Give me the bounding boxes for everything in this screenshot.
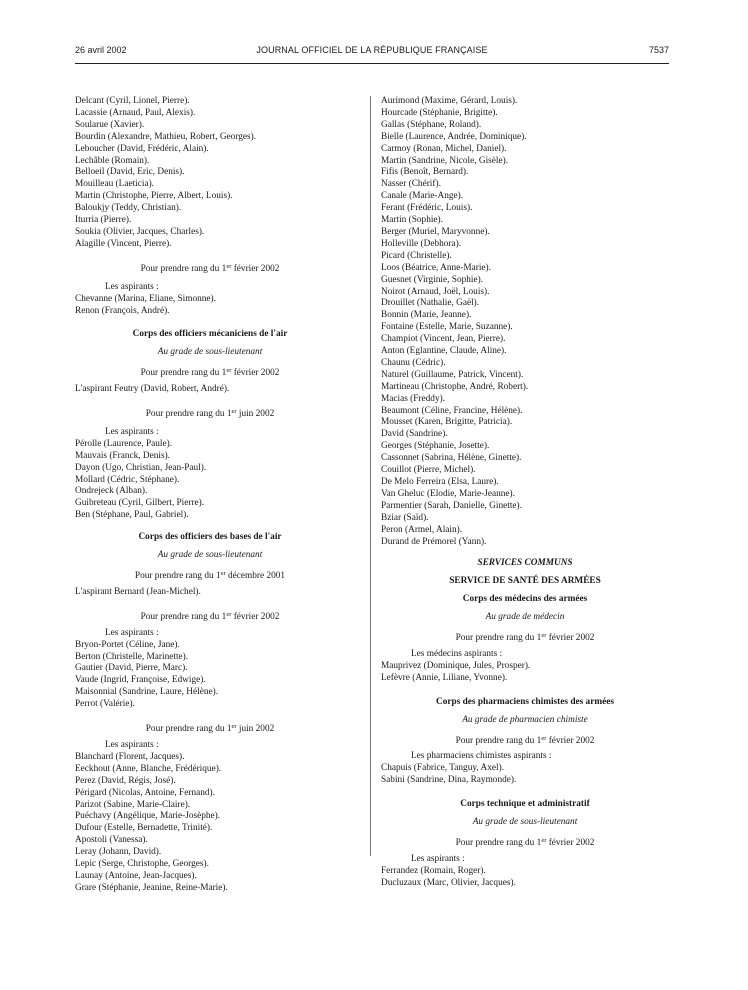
name-entry: L'aspirant Feutry (David, Robert, André). <box>75 384 230 395</box>
name-entry: Guibreteau (Cyril, Gilbert, Pierre). <box>75 498 205 509</box>
list-intro: Les aspirants : <box>411 853 465 864</box>
rank-date: juin 2002 <box>236 724 275 735</box>
name-entry: Parmentier (Sarah, Danielle, Ginette). <box>381 500 522 511</box>
list-intro: Les aspirants : <box>105 627 159 638</box>
name-entry: Launay (Antoine, Jean-Jacques). <box>75 870 197 881</box>
name-entry: Martin (Christophe, Pierre, Albert, Louis). <box>75 191 233 202</box>
name-entry: Lefèvre (Annie, Liliane, Yvonne). <box>381 672 508 683</box>
name-entry: Bziar (Saïd). <box>381 512 429 523</box>
name-entry: Gallas (Stéphane, Roland). <box>381 119 482 130</box>
ordinal-superscript: er <box>220 570 226 577</box>
name-entry: Dufour (Estelle, Bernadette, Trinité). <box>75 823 213 834</box>
name-entry: Ferrandez (Romain, Roger). <box>381 865 486 876</box>
name-entry: David (Sandrine). <box>381 429 448 440</box>
ordinal-superscript: er <box>231 723 237 731</box>
name-entry: Nasser (Chérif). <box>381 179 441 190</box>
journal-title: JOURNAL OFFICIEL DE LA RÉPUBLIQUE FRANÇAISE <box>256 45 488 55</box>
column-divider <box>370 96 371 856</box>
name-entry: Périgard (Nicolas, Antoine, Fernand). <box>75 787 215 798</box>
name-entry: Mollard (Cédric, Stéphane). <box>75 474 180 485</box>
right-column <box>381 96 669 890</box>
rank-date: février 2002 <box>546 735 595 746</box>
rank-prefix: Pour prendre rang du 1 <box>455 633 542 644</box>
name-entry: Martineau (Christophe, André, Robert). <box>381 381 529 392</box>
name-entry: Mauvais (Franck, Denis). <box>75 450 171 461</box>
name-entry: Gautier (David, Pierre, Marc). <box>75 663 188 674</box>
name-entry: Perez (David, Régis, José). <box>75 775 176 786</box>
left-column <box>75 96 345 895</box>
name-entry: Perrot (Valérie). <box>75 699 135 710</box>
rank-date-line <box>75 721 345 736</box>
rank-date-line <box>75 568 345 583</box>
section-heading: SERVICES COMMUNS <box>477 558 573 569</box>
name-entry: Cassonnet (Sabrina, Hélène, Ginette). <box>381 453 522 464</box>
rank-date: février 2002 <box>546 633 595 644</box>
ordinal-superscript: er <box>231 408 237 416</box>
name-entry: Picard (Christelle). <box>381 250 452 261</box>
name-entry: Mousset (Karen, Brigitte, Patricia). <box>381 417 513 428</box>
ordinal-superscript: er <box>541 734 547 742</box>
name-entry: Chevanne (Marina, Eliane, Simonne). <box>75 293 216 304</box>
rank-date-line <box>75 365 345 380</box>
name-entry: Bonnin (Marie, Jeanne). <box>381 310 472 321</box>
rank-prefix: Pour prendre rang du 1 <box>455 735 542 746</box>
name-entry: Maisonnial (Sandrine, Laure, Hélène). <box>75 687 219 698</box>
rank-prefix: Pour prendre rang du 1 <box>134 571 221 581</box>
name-entry: Renon (François, André). <box>75 305 170 316</box>
rank-date: juin 2002 <box>236 409 275 420</box>
name-entry: Grare (Stéphanie, Jeanine, Reine-Marie). <box>75 882 228 893</box>
name-entry: Martin (Sophie). <box>381 215 443 226</box>
rank-date-line <box>381 733 669 748</box>
rank-prefix: Pour prendre rang du 1 <box>145 724 232 735</box>
name-entry: Durand de Prémorel (Yann). <box>381 536 487 547</box>
name-entry: Ducluzaux (Marc, Olivier, Jacques). <box>381 877 516 888</box>
name-entry: Beaumont (Céline, Francine, Hélène). <box>381 405 523 416</box>
name-entry: Baloukjy (Teddy, Christian). <box>75 203 182 214</box>
name-entry: Fontaine (Estelle, Marie, Suzanne). <box>381 322 513 333</box>
page-header <box>75 45 669 59</box>
name-entry: Bielle (Laurence, Andrée, Dominique). <box>381 131 527 142</box>
rank-date: février 2002 <box>231 368 280 379</box>
name-entry: Bryon-Portet (Céline, Jane). <box>75 639 180 650</box>
name-entry: Soularue (Xavier). <box>75 119 145 130</box>
name-entry: Carmoy (Ronan, Michel, Daniel). <box>381 143 507 154</box>
grade-heading: Au grade de sous-lieutenant <box>157 550 263 561</box>
rank-date: février 2002 <box>546 837 595 848</box>
name-entry: Blanchard (Florent, Jacques). <box>75 751 185 762</box>
grade-heading: Au grade de médecin <box>485 612 565 623</box>
name-entry: Anton (Eglantine, Claude, Aline). <box>381 346 507 357</box>
page-number: 7537 <box>648 45 669 55</box>
name-entry: Aurimond (Maxime, Gérard, Louis). <box>381 96 518 106</box>
list-intro: Les médecins aspirants : <box>411 648 503 659</box>
name-entry: Leboucher (David, Frédéric, Alain). <box>75 143 209 154</box>
rank-date-line <box>75 406 345 421</box>
rank-prefix: Pour prendre rang du 1 <box>455 837 542 848</box>
name-entry: Leray (Johann, David). <box>75 847 162 858</box>
name-entry: L'aspirant Bernard (Jean-Michel). <box>75 586 201 597</box>
rank-date: février 2002 <box>231 611 280 622</box>
rank-date-line <box>75 261 345 276</box>
name-entry: Puéchavy (Angélique, Marie-Josèphe). <box>75 811 221 822</box>
name-entry: Eeckhout (Anne, Blanche, Frédérique). <box>75 763 222 774</box>
name-entry: Belloeil (David, Eric, Denis). <box>75 167 185 178</box>
list-intro: Les aspirants : <box>105 739 159 750</box>
corps-heading: Corps des médecins des armées <box>462 594 588 605</box>
list-intro: Les pharmaciens chimistes aspirants : <box>411 751 552 762</box>
rank-prefix: Pour prendre rang du 1 <box>140 263 227 274</box>
name-entry: Mauprivez (Dominique, Jules, Prosper). <box>381 660 531 671</box>
corps-heading: Corps des officiers des bases de l'air <box>138 532 282 543</box>
header-date: 26 avril 2002 <box>75 45 127 55</box>
ordinal-superscript: er <box>541 632 547 640</box>
name-entry: Chapuis (Fabrice, Tanguy, Axel). <box>381 763 505 774</box>
name-entry: Pérolle (Laurence, Paule). <box>75 438 173 449</box>
name-entry: Martin (Sandrine, Nicole, Gisèle). <box>381 155 509 166</box>
service-heading: SERVICE DE SANTÉ DES ARMÉES <box>449 576 601 587</box>
name-entry: Chaunu (Cédric). <box>381 357 446 368</box>
corps-heading: Corps technique et administratif <box>460 799 590 810</box>
name-entry: Couillot (Pierre, Michel). <box>381 465 476 476</box>
name-entry: Mouilleau (Laeticia). <box>75 179 154 190</box>
name-entry: Canale (Marie-Ange). <box>381 191 464 202</box>
name-entry: Berton (Christelle, Marinette). <box>75 651 189 662</box>
list-intro: Les aspirants : <box>105 281 159 292</box>
rank-date-line <box>75 609 345 624</box>
name-entry: Champiot (Vincent, Jean, Pierre). <box>381 334 506 345</box>
name-entry: Peron (Armel, Alain). <box>381 524 463 535</box>
rank-date: décembre 2001 <box>225 571 286 581</box>
name-entry: Drouillet (Nathalie, Gaël). <box>381 298 480 309</box>
header-rule <box>75 63 669 64</box>
name-entry: Delcant (Cyril, Lionel, Pierre). <box>75 96 190 106</box>
name-entry: Parizot (Sabine, Marie-Claire). <box>75 799 191 810</box>
name-entry: Ben (Stéphane, Paul, Gabriel). <box>75 510 189 521</box>
ordinal-superscript: er <box>226 610 232 618</box>
list-intro: Les aspirants : <box>105 426 159 437</box>
rank-prefix: Pour prendre rang du 1 <box>140 611 227 622</box>
name-entry: Lacassie (Arnaud, Paul, Alexis). <box>75 107 196 118</box>
name-entry: Lepic (Serge, Christophe, Georges). <box>75 859 209 870</box>
name-entry: Hourcade (Stéphanie, Brigitte). <box>381 107 498 118</box>
name-entry: Holleville (Debhora). <box>381 238 462 249</box>
ordinal-superscript: er <box>226 262 232 270</box>
rank-date-line <box>381 630 669 645</box>
name-entry: Ondrejeck (Alban). <box>75 486 148 497</box>
grade-heading: Au grade de pharmacien chimiste <box>462 714 588 725</box>
name-entry: Georges (Stéphanie, Josette). <box>381 441 490 452</box>
name-entry: Sabini (Sandrine, Dina, Raymonde). <box>381 775 517 786</box>
name-entry: Apostoli (Vanessa). <box>75 835 148 846</box>
name-entry: Berger (Muriel, Maryvonne). <box>381 226 490 237</box>
name-entry: Noirot (Arnaud, Joël, Louis). <box>381 286 490 297</box>
corps-heading: Corps des officiers mécaniciens de l'air <box>132 329 288 340</box>
name-entry: Lechâble (Romain). <box>75 155 150 166</box>
name-entry: Fifis (Benoît, Bernard). <box>381 167 469 178</box>
rank-prefix: Pour prendre rang du 1 <box>145 409 232 420</box>
name-entry: Ferant (Frédéric, Louis). <box>381 203 473 214</box>
rank-date-line <box>381 835 669 850</box>
corps-heading: Corps des pharmaciens chimistes des armées <box>436 696 614 707</box>
name-entry: De Melo Ferreira (Elsa, Laure). <box>381 477 499 487</box>
name-entry: Bourdin (Alexandre, Mathieu, Robert, Georges). <box>75 131 257 142</box>
rank-prefix: Pour prendre rang du 1 <box>140 368 227 379</box>
ordinal-superscript: er <box>541 836 547 844</box>
name-entry: Macias (Freddy). <box>381 393 446 404</box>
rank-date: février 2002 <box>231 263 280 274</box>
name-entry: Soukia (Olivier, Jacques, Charles). <box>75 226 205 237</box>
name-entry: Vaude (Ingrid, Françoise, Edwige). <box>75 675 206 686</box>
grade-heading: Au grade de sous-lieutenant <box>472 817 578 828</box>
grade-heading: Au grade de sous-lieutenant <box>157 347 263 358</box>
ordinal-superscript: er <box>226 367 232 375</box>
name-entry: Alagille (Vincent, Pierre). <box>75 238 172 249</box>
name-entry: Dayon (Ugo, Christian, Jean-Paul). <box>75 462 207 473</box>
name-entry: Van Gheluc (Elodie, Marie-Jeanne). <box>381 488 515 499</box>
name-entry: Iturria (Pierre). <box>75 215 132 226</box>
name-entry: Loos (Béatrice, Anne-Marie). <box>381 262 491 273</box>
name-entry: Guesnet (Virginie, Sophie). <box>381 274 484 285</box>
name-entry: Naturel (Guillaume, Patrick, Vincent). <box>381 369 524 380</box>
